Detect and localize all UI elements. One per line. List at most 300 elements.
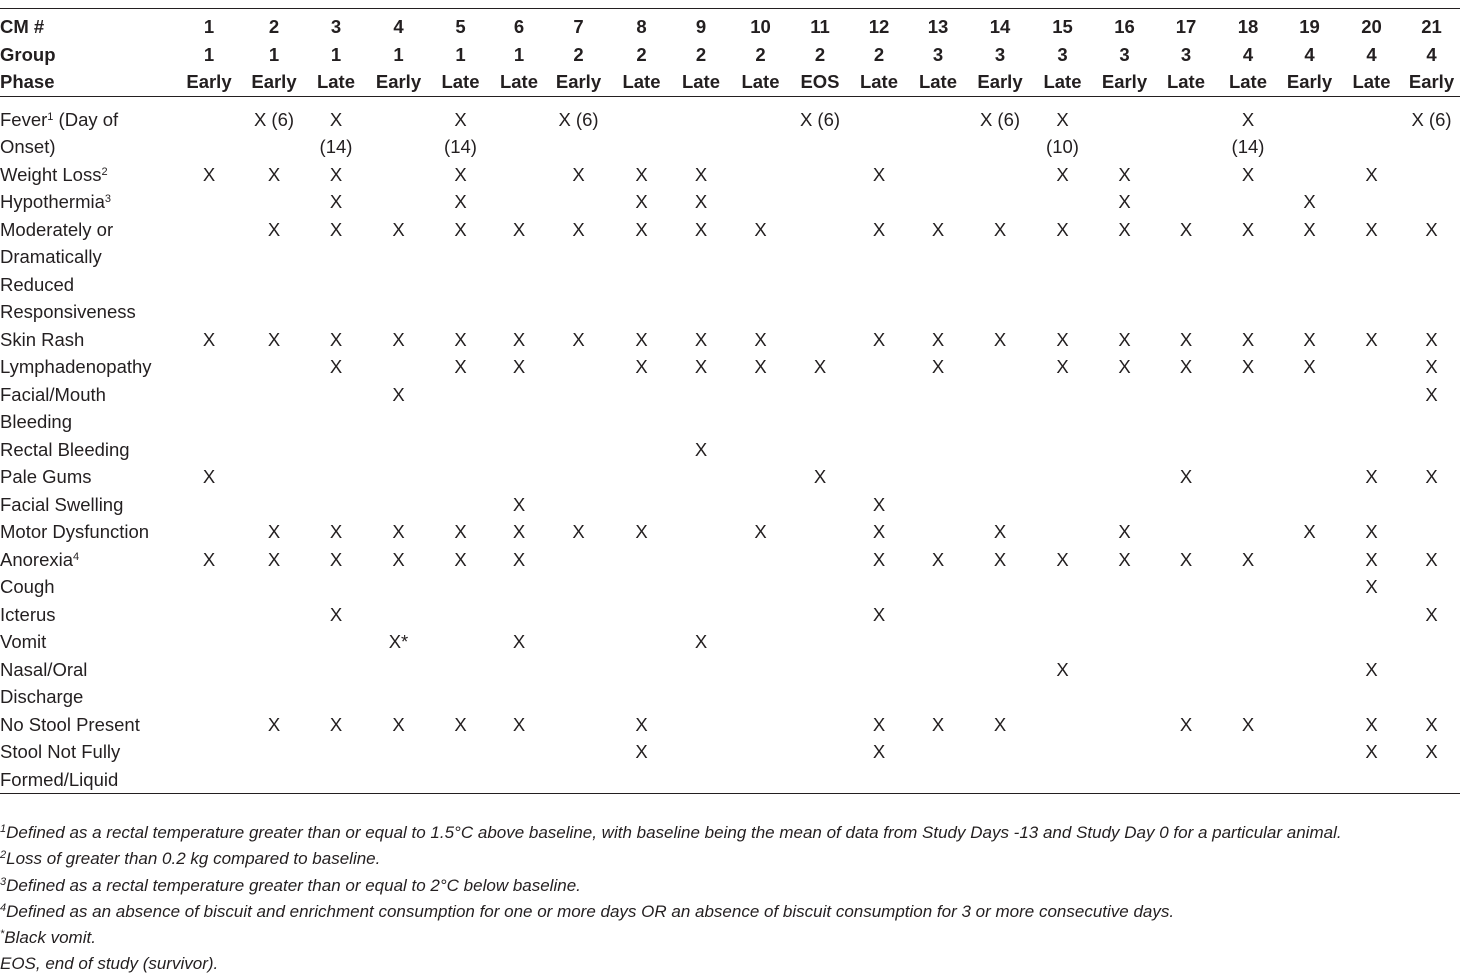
table-cell [732,133,789,161]
table-cell [789,656,851,684]
table-cell [544,381,613,409]
row-label [0,381,172,409]
table-cell [670,106,732,134]
table-cell [172,298,246,326]
table-cell [494,161,544,189]
table-cell [1031,601,1094,629]
header-label: CM # [0,16,45,37]
table-cell [544,711,613,739]
table-cell: X [813,356,827,377]
table-cell [370,353,427,381]
table-cell [613,298,670,326]
table-cell [613,546,670,574]
table-cell [789,738,851,766]
table-cell [1031,188,1094,216]
table-row [0,106,1460,134]
table-cell [302,463,370,491]
table-cell: X [329,328,343,350]
table-cell: X [512,548,526,570]
table-cell [789,436,851,464]
table-cell: X [1425,741,1438,762]
table-cell [494,766,544,794]
table-cell [1094,683,1155,711]
header-cell: 2 [814,43,826,65]
footnote-marker: 1 [47,110,54,123]
table-cell [1279,766,1340,794]
table-cell [172,216,246,244]
table-cell [1155,106,1217,134]
table-cell [969,683,1031,711]
table-cell: X [329,548,343,570]
row-label-text: Onset) [0,136,56,157]
table-cell: X [572,163,585,185]
header-cell: 16 [1114,16,1135,37]
table-cell: X [454,108,467,130]
table-cell [969,628,1031,656]
table-cell: X [694,328,708,350]
table-cell [670,271,732,299]
table-cell: X [872,741,886,762]
row-label-text: Bleeding [0,411,73,432]
table-cell [1279,408,1340,436]
table-cell [370,573,427,601]
header-cell: Late [851,68,907,96]
table-cell: (10) [1046,136,1079,157]
table-row [0,628,1460,656]
table-cell: X [329,218,343,240]
table-cell [1403,298,1460,326]
table-cell [1217,408,1279,436]
table-cell [544,463,613,491]
table-cell [969,133,1031,161]
row-label-text: Formed/Liquid [0,768,119,790]
table-cell: X [454,191,467,212]
table-cell: X [572,521,585,542]
table-cell [789,518,851,546]
table-cell [789,628,851,656]
table-cell [1403,573,1460,601]
table-cell [613,243,670,271]
table-row [0,601,1460,629]
table-cell [789,216,851,244]
table-cell [670,243,732,271]
table-cell [732,628,789,656]
row-label [0,738,172,766]
table-cell [1155,298,1217,326]
header-cell: 5 [455,16,466,37]
table-cell [670,381,732,409]
table-row [0,408,1460,436]
table-header [0,13,1460,96]
table-cell [370,738,427,766]
table-cell [789,271,851,299]
table-cell [907,683,969,711]
table-cell: X [1241,713,1255,735]
table-cell [370,656,427,684]
header-cell: 4 [1426,43,1437,65]
table-cell [246,656,302,684]
header-cell: 19 [1299,16,1320,37]
table-cell: X [392,521,405,542]
footnote [0,899,1460,925]
header-cell: Late [494,68,544,96]
table-cell [544,353,613,381]
table-cell: X [1241,218,1255,240]
table-cell: X [1241,163,1255,185]
table-cell [544,656,613,684]
row-label [0,298,172,326]
table-cell [907,381,969,409]
table-cell [172,711,246,739]
header-cell: 17 [1175,16,1197,37]
table-cell [969,381,1031,409]
header-cell: 1 [513,43,525,65]
table-cell [613,106,670,134]
table-cell [1094,243,1155,271]
table-cell [370,463,427,491]
footnote-marker: 4 [73,550,80,563]
table-cell [544,436,613,464]
header-cell: 8 [636,16,647,37]
table-cell [732,546,789,574]
table-cell [544,546,613,574]
header-cell: 4 [393,16,404,37]
table-cell [246,463,302,491]
table-cell: X [872,548,886,570]
table-cell [613,463,670,491]
table-cell [494,106,544,134]
table-cell [613,628,670,656]
table-cell [544,738,613,766]
header-cell: 1 [455,43,466,65]
table-cell [1217,738,1279,766]
table-cell [1340,683,1403,711]
table-cell: X [202,163,216,185]
table-cell: X [329,521,343,542]
header-cell: 1 [268,43,280,65]
table-cell [1279,161,1340,189]
table-cell [370,766,427,794]
table-cell [302,298,370,326]
table-cell [494,243,544,271]
table-cell [494,683,544,711]
table-cell: X [1425,466,1438,487]
header-cell: 2 [268,16,280,37]
table-cell [1403,766,1460,794]
table-cell [370,298,427,326]
table-cell [851,683,907,711]
table-cell: X [694,356,708,377]
table-row [0,656,1460,684]
table-cell [544,243,613,271]
table-cell [613,436,670,464]
table-cell [246,491,302,519]
row-label-text: Icterus [0,603,56,625]
table-cell [494,133,544,161]
row-label-text: Responsiveness [0,301,136,322]
row-label-text: Hypothermia [0,191,105,212]
table-cell: X [1425,603,1438,625]
table-cell [544,408,613,436]
table-cell [969,491,1031,519]
header-cell: Late [1031,68,1094,96]
row-label-text: Stool Not Fully [0,741,121,762]
table-cell [370,106,427,134]
table-cell: X [635,218,648,240]
table-cell [851,298,907,326]
table-cell [1217,436,1279,464]
table-cell [613,491,670,519]
table-cell: X [202,548,216,570]
table-cell [302,491,370,519]
table-cell [544,298,613,326]
row-label-text: No Stool Present [0,713,140,735]
table-cell [1279,573,1340,601]
table-cell [370,436,427,464]
table-cell [427,766,494,794]
table-cell [172,766,246,794]
table-cell: X [931,218,945,240]
header-cell: 3 [1057,43,1068,65]
table-cell [1340,601,1403,629]
table-cell [732,463,789,491]
table-cell [1279,628,1340,656]
table-cell [1031,436,1094,464]
header-cell: Late [1217,68,1279,96]
table-cell: X [635,713,648,735]
footnote [0,846,1460,872]
table-cell: X [993,713,1007,735]
table-row [0,298,1460,326]
table-cell [1403,518,1460,546]
clinical-signs-table [0,13,1460,794]
table-cell [246,188,302,216]
table-cell [613,271,670,299]
table-cell [851,573,907,601]
table-cell [427,656,494,684]
table-cell: X [1365,576,1378,597]
header-label: Group [0,43,56,65]
table-cell [670,463,732,491]
table-cell [1094,463,1155,491]
row-label [0,546,172,574]
table-cell: X [329,163,343,185]
table-cell [172,133,246,161]
table-cell [789,133,851,161]
header-row [0,68,1460,96]
row-label [0,573,172,601]
table-cell: X [512,713,526,735]
footnote-marker: * [0,928,5,941]
table-cell: X [1365,163,1378,185]
row-label [0,601,172,629]
table-cell [427,298,494,326]
table-cell [1094,271,1155,299]
table-cell [302,628,370,656]
table-cell: X [454,218,467,240]
table-cell [851,766,907,794]
table-cell: X [694,438,708,460]
table-cell [246,766,302,794]
table-cell: X [1179,356,1193,377]
header-cell: 20 [1361,16,1382,37]
table-cell [1094,106,1155,134]
table-cell: X [454,521,467,542]
table-cell [1155,491,1217,519]
table-cell [427,271,494,299]
table-cell [1340,133,1403,161]
table-cell: X [512,218,526,240]
footnote-text: EOS, end of study (survivor). [0,954,219,974]
table-cell [907,271,969,299]
table-cell [1155,271,1217,299]
table-cell [1340,408,1403,436]
table-cell [1031,491,1094,519]
header-cell: 3 [994,43,1006,65]
table-cell [789,766,851,794]
table-cell [427,738,494,766]
row-label-text: Pale Gums [0,466,92,487]
row-label-text: Moderately or [0,218,114,240]
table-cell [732,766,789,794]
table-cell [670,573,732,601]
row-label-text: Dramatically [0,246,102,267]
footnote [0,951,1460,977]
table-cell: X [1241,108,1255,130]
row-label [0,518,172,546]
table-cell [172,601,246,629]
table-cell [246,573,302,601]
table-cell [370,243,427,271]
footnote [0,925,1460,951]
table-cell: X [931,713,945,735]
table-cell [302,271,370,299]
table-cell [732,243,789,271]
table-cell: X* [388,631,409,652]
table-cell [544,628,613,656]
table-cell [1155,381,1217,409]
table-cell [370,133,427,161]
table-cell [427,601,494,629]
table-cell: X [1056,328,1069,350]
table-cell [907,766,969,794]
table-cell [1094,656,1155,684]
table-cell [732,381,789,409]
table-cell [246,436,302,464]
table-cell: X [454,713,467,735]
table-cell [907,243,969,271]
table-cell [851,271,907,299]
table-cell [1279,133,1340,161]
table-cell [370,188,427,216]
table-cell: X [1056,356,1069,377]
table-cell [246,683,302,711]
table-cell: X [993,328,1007,350]
table-cell [732,106,789,134]
table-cell [969,463,1031,491]
table-cell: X [267,218,281,240]
table-cell: X [1425,713,1438,735]
table-cell: X [872,521,886,542]
table-cell [1031,381,1094,409]
footnote-marker: 2 [101,165,108,178]
table-cell [494,188,544,216]
table-row [0,243,1460,271]
table-cell [732,436,789,464]
table-cell [851,106,907,134]
table-cell [1403,271,1460,299]
table-cell: X [572,328,585,350]
table-row [0,711,1460,739]
table-cell [1094,738,1155,766]
table-cell: X [872,328,886,350]
header-cell: 14 [989,16,1011,37]
table-cell: X [1365,741,1378,762]
table-cell: X [1179,328,1193,350]
table-cell [613,133,670,161]
table-cell [670,546,732,574]
table-cell: X [267,713,281,735]
table-cell: X [1365,218,1378,240]
table-cell [246,738,302,766]
table-cell [1279,491,1340,519]
table-cell [1217,298,1279,326]
table-cell [1031,271,1094,299]
table-cell [1155,601,1217,629]
header-cell: Late [670,68,732,96]
table-cell: X (6) [1411,108,1452,130]
footnote [0,820,1460,846]
table-cell [1340,381,1403,409]
table-cell [1031,243,1094,271]
table-cell [172,518,246,546]
table-cell [246,381,302,409]
table-row [0,573,1460,601]
table-cell [1217,628,1279,656]
footnote-text: Black vomit. [4,928,96,948]
header-cell: 21 [1421,16,1442,37]
table-cell [851,243,907,271]
table-cell: X [454,548,467,570]
footnote-text: Defined as a rectal temperature greater than or equal to 1.5°C above baseline, with baseline being the mean of data from Study Days -13 and Study Day 0 for a particular animal. [6,823,1342,842]
table-cell [789,491,851,519]
table-cell [494,463,544,491]
table-cell: X [267,328,281,350]
table-cell: X [1365,658,1378,680]
row-label [0,243,172,271]
header-cell: 18 [1237,16,1259,37]
table-cell [172,491,246,519]
table-cell [1340,766,1403,794]
row-label [0,216,172,244]
table-cell [1155,133,1217,161]
table-cell [1031,408,1094,436]
table-cell [1340,271,1403,299]
table-cell [1279,381,1340,409]
table-cell [302,408,370,436]
table-cell [1031,738,1094,766]
table-cell: X [329,191,343,212]
table-cell: X [872,603,886,625]
table-cell [494,381,544,409]
table-cell [302,573,370,601]
table-cell: (14) [319,136,353,157]
table-cell [732,656,789,684]
table-cell: X [635,191,648,212]
row-label [0,683,172,711]
table-cell [907,601,969,629]
header-cell: 10 [750,16,771,37]
